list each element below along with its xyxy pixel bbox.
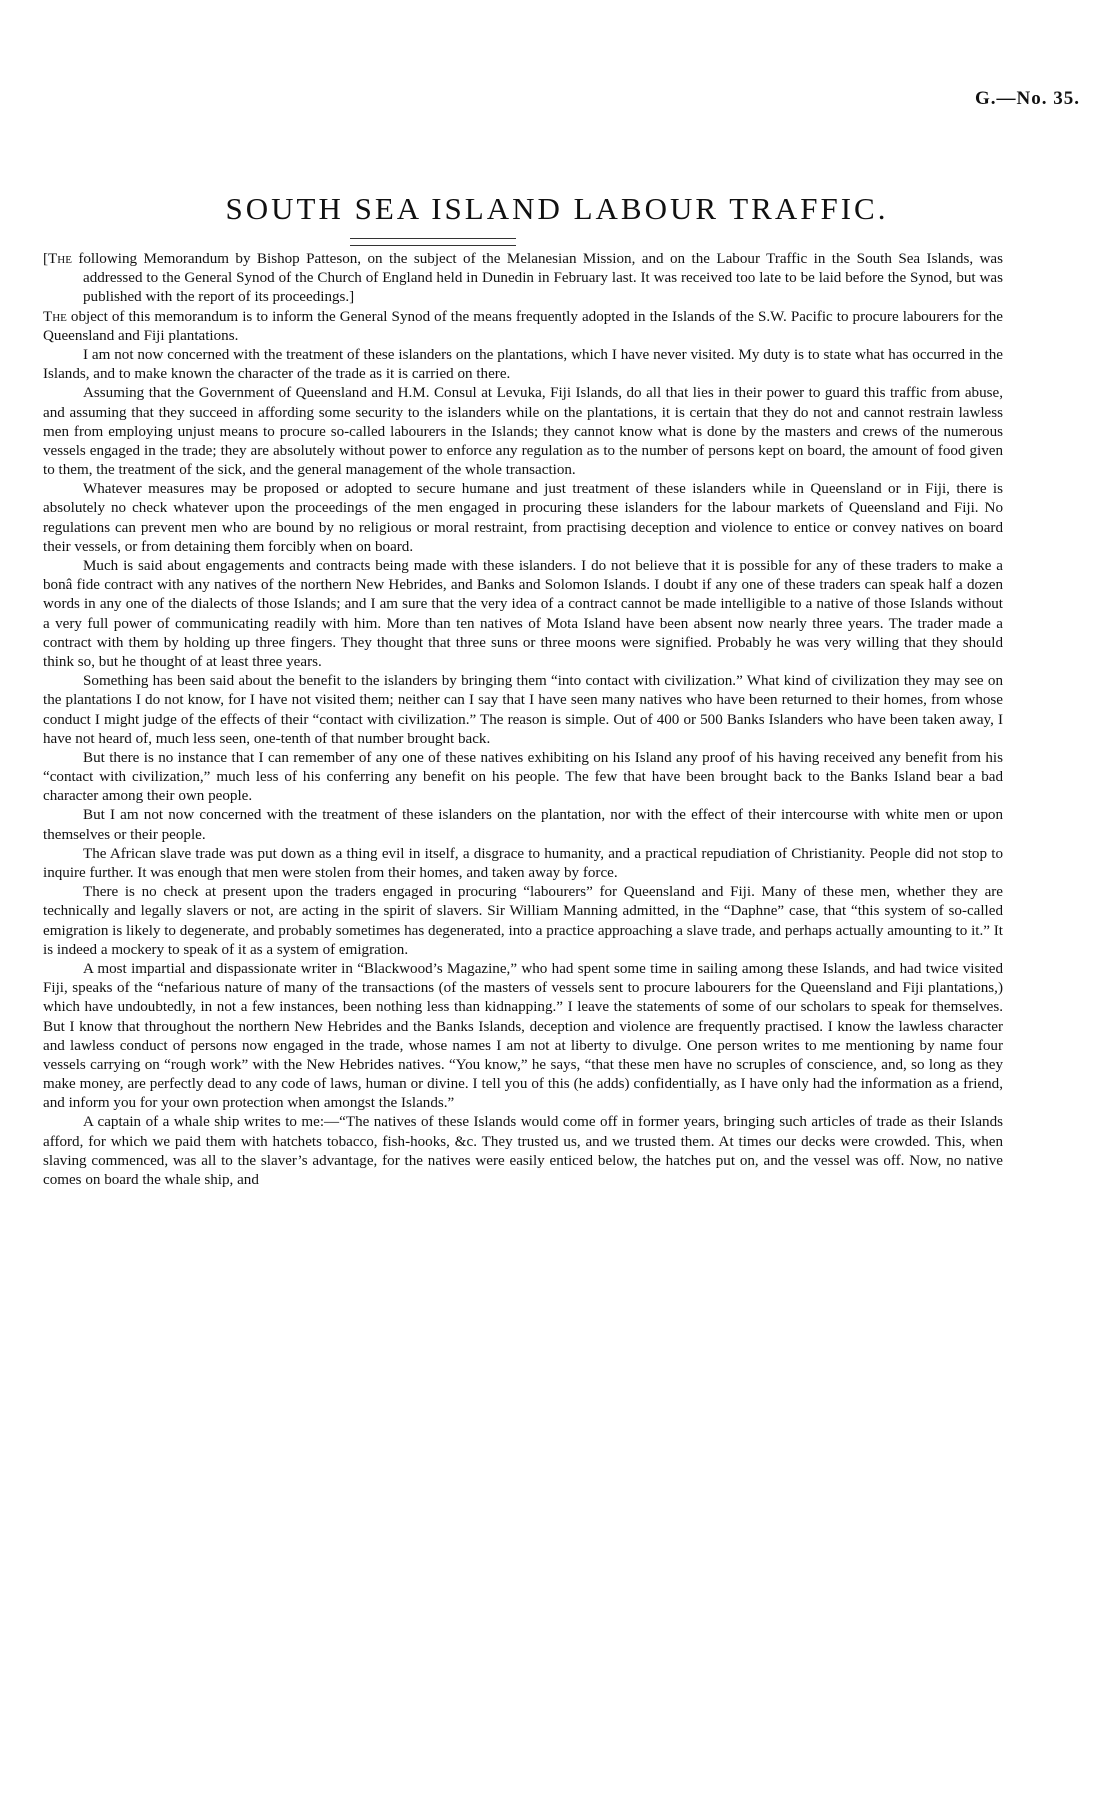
document-reference: G.—No. 35. bbox=[975, 88, 1080, 109]
intro-first-word: [The bbox=[43, 251, 72, 267]
document-body bbox=[43, 250, 1003, 1190]
paragraph bbox=[43, 883, 1003, 960]
paragraph-text: Whatever measures may be proposed or adopted to secure humane and just treatment of these islanders while in Queensland or in Fiji, there is absolutely no check whatever upon the proceedings of the men engaged in procuring these islanders for the labour markets of Queensland and Fiji. No regulations can prevent men who are bound by no religious or moral restraint, from practising deception and violence to entice or convey natives on board their vessels, or from detaining them forcibly when on board. bbox=[43, 481, 1003, 555]
paragraph bbox=[43, 480, 1003, 557]
paragraph-text: But there is no instance that I can remember of any one of these natives exhibiting on his Island any proof of his having received any benefit from his “contact with civilization,” much less of his conferring any benefit on his people. The few that have been brought back to the Banks Island bear a bad character among their own people. bbox=[43, 749, 1003, 805]
intro-note bbox=[43, 250, 1003, 308]
paragraph bbox=[43, 960, 1003, 1114]
paragraph-text: There is no check at present upon the traders engaged in procuring “labourers” for Queensland and Fiji. Many of these men, whether they are technically and legally slavers or not, are acting in the spirit of slavers. Sir William Manning admitted, in the “Daphne” case, that “this system of so-called emigration is likely to degenerate, and probably sometimes has degenerated, into a practice approaching a slave trade, and perhaps actually amounting to it.” It is indeed a mockery to speak of it as a system of emigration. bbox=[43, 884, 1003, 958]
paragraph-text: The African slave trade was put down as a thing evil in itself, a disgrace to humanity, and a practical repudiation of Christianity. People did not stop to inquire further. It was enough that men were stolen from their homes, and taken away by force. bbox=[43, 845, 1003, 881]
paragraph-text: Assuming that the Government of Queensland and H.M. Consul at Levuka, Fiji Islands, do all that lies in their power to guard this traffic from abuse, and assuming that they succeed in affording some security to the islanders while on the plantations, it is certain that they do not and cannot restrain lawless men from employing unjust means to procure so-called labourers in the Islands; they cannot know what is done by the masters and crews of the numerous vessels engaged in the trade; they are absolutely without power to enforce any regulation as to the number of persons kept on board, the amount of food given to them, the treatment of the sick, and the general management of the whole transaction. bbox=[43, 385, 1003, 479]
paragraph bbox=[43, 749, 1003, 807]
paragraph bbox=[43, 384, 1003, 480]
paragraph bbox=[43, 672, 1003, 749]
paragraph-lead: The bbox=[43, 308, 67, 325]
paragraph-text: A captain of a whale ship writes to me:—“The natives of these Islands would come off in former years, bringing such articles of trade as their Islands afford, for which we paid them with hatchets tobacco, fish-hooks, &c. They trusted us, and we trusted them. At times our decks were crowded. This, when slaving commenced, was all to the slaver’s advantage, for the natives were easily enticed below, the hatches put on, and the vessel was off. Now, no native comes on board the whale ship, and bbox=[43, 1114, 1003, 1188]
intro-text: following Memorandum by Bishop Patteson, on the subject of the Melanesian Mission, and on the Labour Traffic in the South Sea Islands, was addressed to the General Synod of the Church of England held in Dunedin in February last. It was received too late to be laid before the Synod, but was published with the report of its proceedings.] bbox=[71, 251, 1003, 306]
paragraph-text: But I am not now concerned with the treatment of these islanders on the plantation, nor with the effect of their intercourse with white men or upon themselves or their people. bbox=[43, 807, 1003, 843]
paragraph bbox=[43, 557, 1003, 672]
paragraph-text: object of this memorandum is to inform the General Synod of the means frequently adopted in the Islands of the S.W. Pacific to procure labourers for the Queensland and Fiji plantations. bbox=[43, 308, 1003, 344]
paragraph-text: Much is said about engagements and contracts being made with these islanders. I do not believe that it is possible for any of these traders to make a bonâ fide contract with any natives of the northern New Hebrides, and Banks and Solomon Islands. I doubt if any one of these traders can speak half a dozen words in any one of the dialects of those Islands; and I am sure that the very idea of a contract cannot be made intelligible to a native of those Islands without a very full power of communicating readily with him. More than ten natives of Mota Island have been absent now nearly three years. The trader made a contract with them by holding up three fingers. They thought that three suns or three moons were signified. Probably he was very willing that they should think so, but he thought of at least three years. bbox=[43, 558, 1003, 670]
paragraph-text: A most impartial and dispassionate writer in “Blackwood’s Magazine,” who had spent some time in sailing among these Islands, and had twice visited Fiji, speaks of the “nefarious nature of many of the transactions (of the masters of vessels sent to procure labourers for the Queensland and Fiji plantations,) which have undoubtedly, in not a few instances, been nothing less than kidnapping.” I leave the statements of some of our scholars to speak for themselves. But I know that throughout the northern New Hebrides and the Banks Islands, deception and violence are frequently practised. I know the lawless character and lawless conduct of persons now engaged in the trade, whose names I am not at liberty to divulge. One person writes to me mentioning by name four vessels carrying on “rough work” with the New Hebrides natives. “You know,” he says, “that these men have no scruples of conscience, and, so long as they make money, are perfectly dead to any code of laws, human or divine. I tell you of this (he adds) confidentially, as I have only had the information as a friend, and inform you for your own protection when amongst the Islands.” bbox=[43, 960, 1003, 1112]
paragraph-text: I am not now concerned with the treatment of these islanders on the plantations, which I have never visited. My duty is to state what has occurred in the Islands, and to make known the character of the trade as it is carried on there. bbox=[43, 346, 1003, 383]
title-divider bbox=[350, 238, 516, 246]
paragraph bbox=[43, 806, 1003, 844]
paragraph-text: Something has been said about the benefit to the islanders by bringing them “into contact with civilization.” What kind of civilization they may see on the plantations I do not know, for I have not visited them; neither can I say that I have seen many natives who have been returned to their homes, from whose conduct I might judge of the effects of their “contact with civilization.” The reason is simple. Out of 400 or 500 Banks Islanders who have been taken away, I have not heard of, much less seen, one-tenth of that number brought back. bbox=[43, 673, 1003, 747]
paragraph bbox=[43, 346, 1003, 384]
paragraph bbox=[43, 845, 1003, 883]
paragraph bbox=[43, 308, 1003, 346]
paragraph bbox=[43, 1113, 1003, 1190]
document-title: SOUTH SEA ISLAND LABOUR TRAFFIC. bbox=[225, 191, 889, 226]
